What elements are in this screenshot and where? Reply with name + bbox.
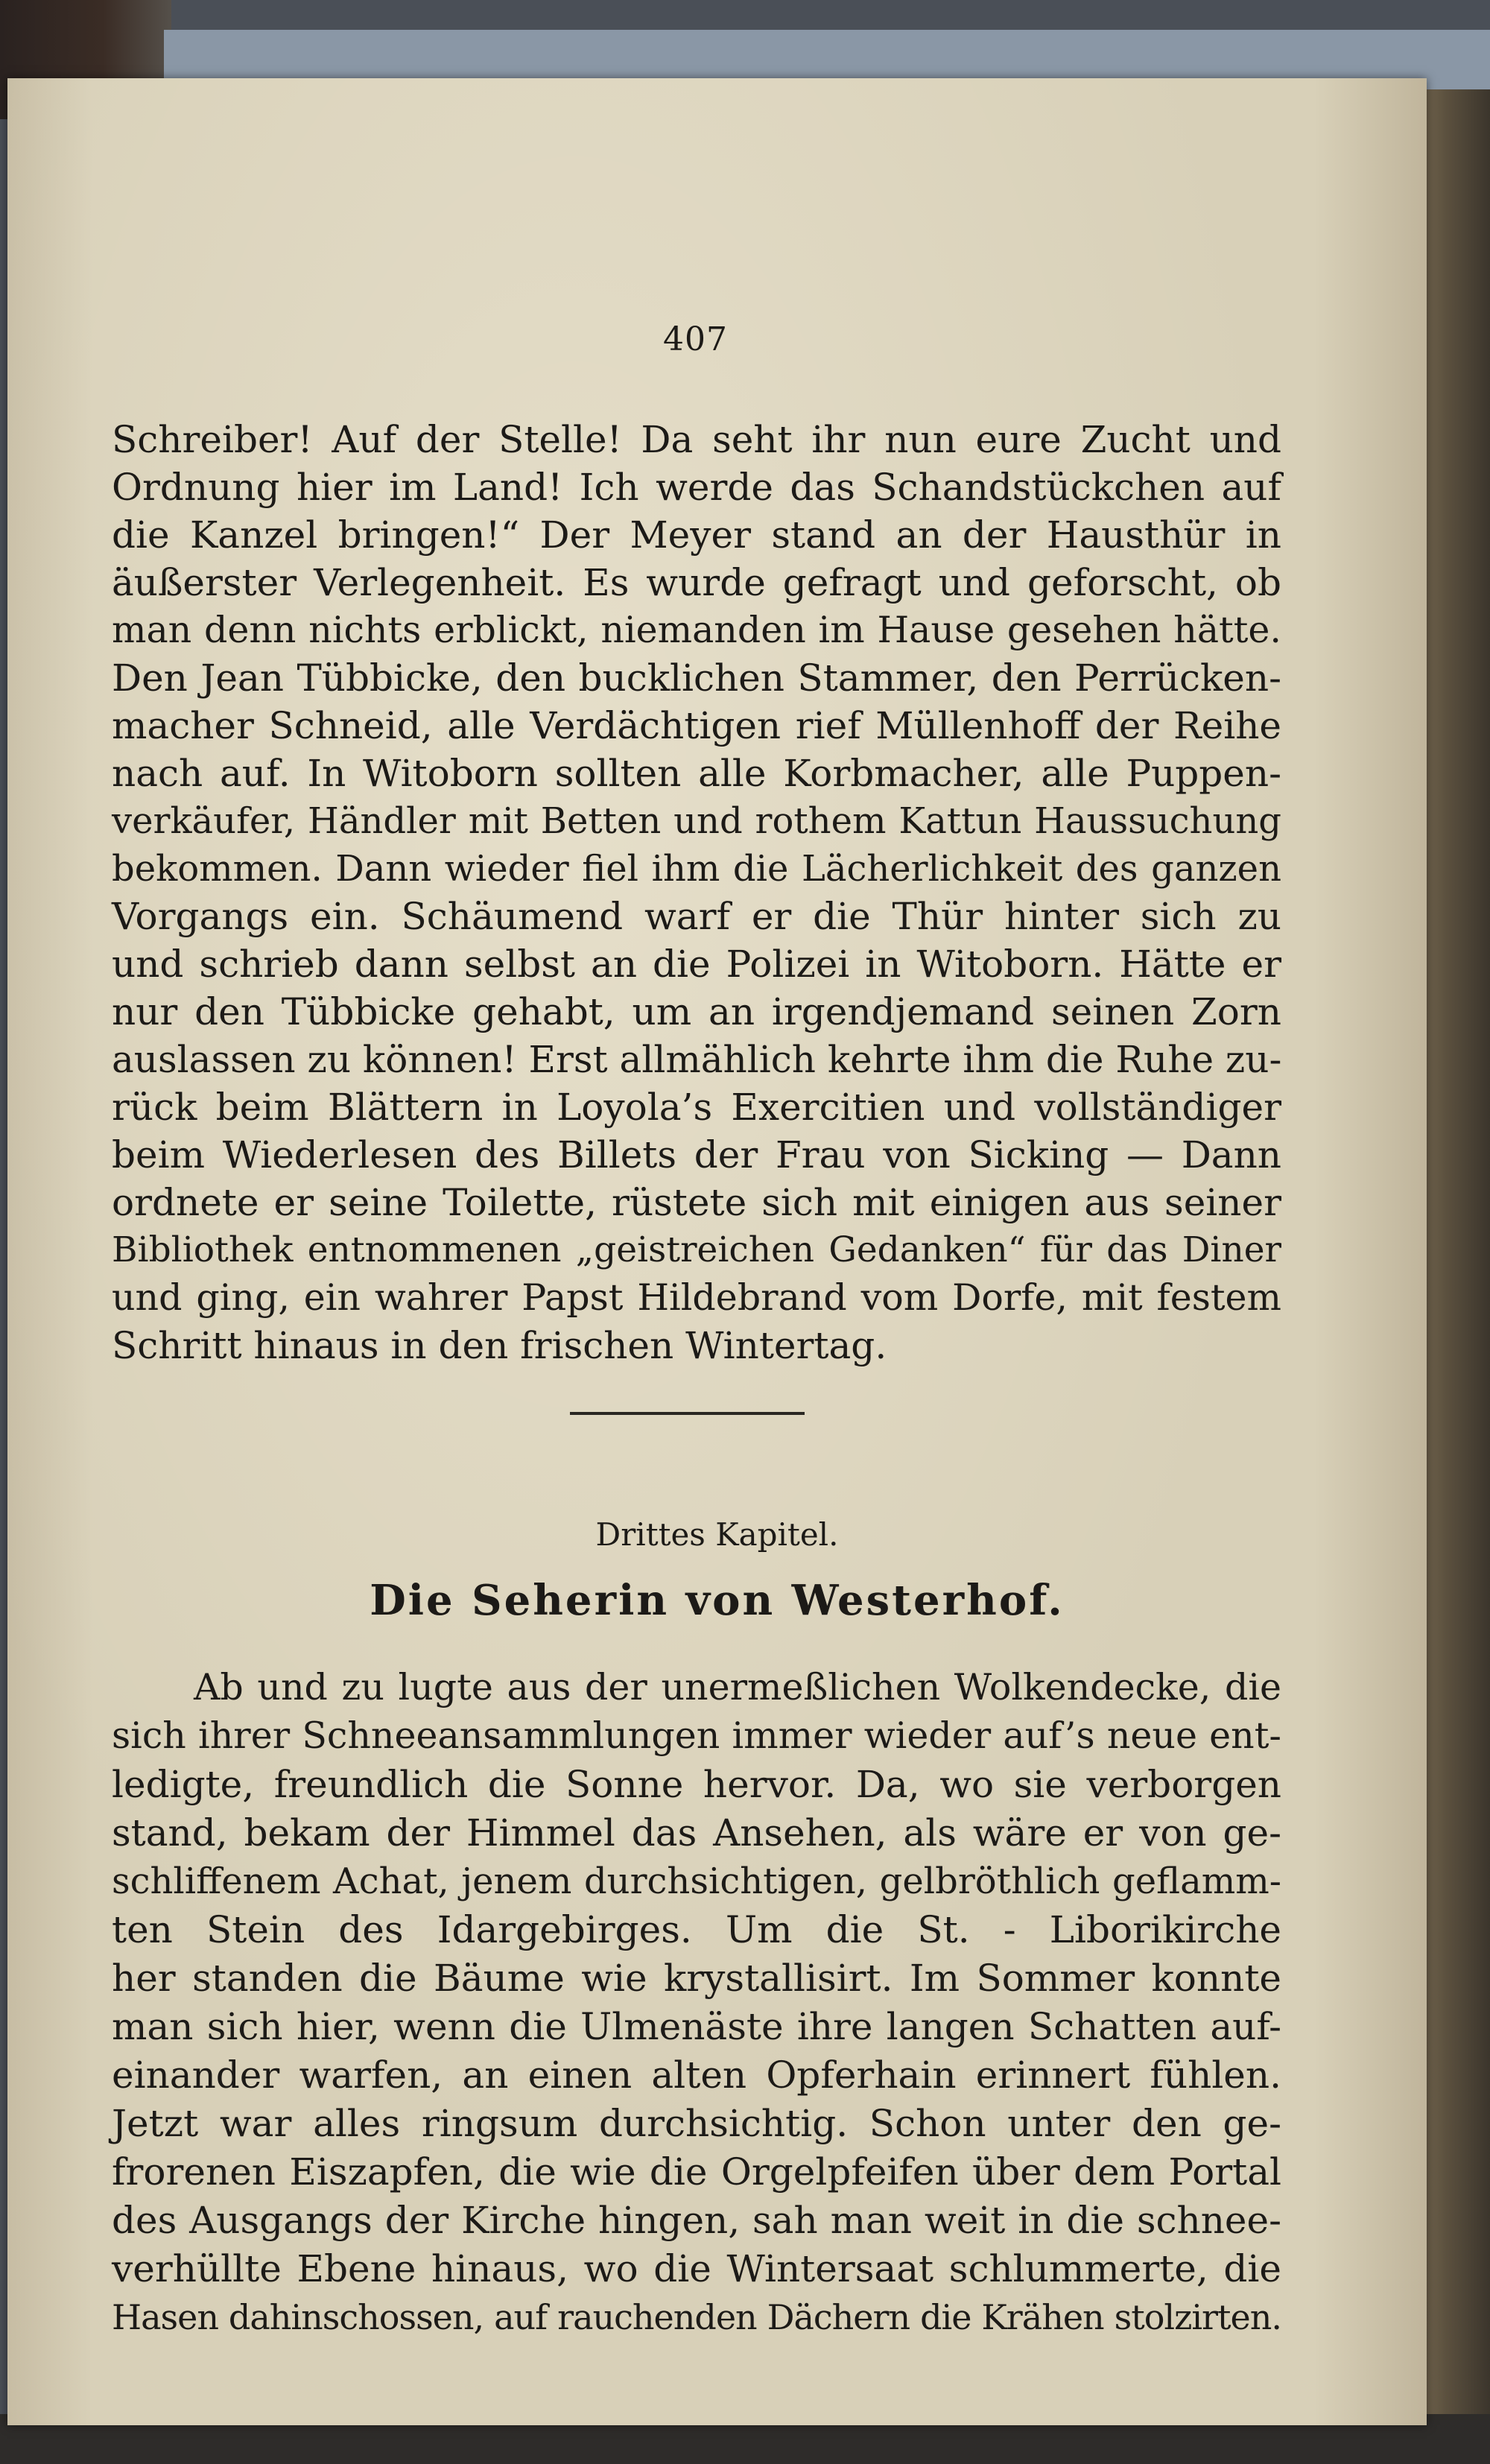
book-page	[7, 78, 1427, 2425]
text-line: Vorgangs ein. Schäumend warf er die Thür hinter sich zu	[112, 895, 1281, 938]
text-line: schliffenem Achat, jenem durchsichtigen, gelbröthlich geflamm-	[112, 1860, 1281, 1902]
text-line: auslassen zu können! Erst allmählich kehrte ihm die Ruhe zu-	[112, 1038, 1282, 1081]
text-line: Hasen dahinschossen, auf rauchenden Dächern die Krähen stolzirten.	[112, 2297, 1281, 2337]
text-line: Schritt hinaus in den frischen Wintertag.	[112, 1324, 887, 1367]
text-line: verkäufer, Händler mit Betten und rothem Kattun Haussuchung	[112, 800, 1281, 842]
text-line: ordnete er seine Toilette, rüstete sich mit einigen aus seiner	[112, 1181, 1281, 1224]
text-line: stand, bekam der Himmel das Ansehen, als wäre er von ge-	[112, 1811, 1281, 1855]
text-line: des Ausgangs der Kirche hingen, sah man weit in die schnee-	[112, 2199, 1281, 2242]
text-line: Den Jean Tübbicke, den bucklichen Stammer, den Perrücken-	[112, 656, 1281, 700]
text-line: man sich hier, wenn die Ulmenäste ihre langen Schatten auf-	[112, 2005, 1281, 2048]
text-line: nach auf. In Witoborn sollten alle Korbmacher, alle Puppen-	[112, 752, 1281, 795]
chapter-label: Drittes Kapitel.	[595, 1516, 839, 1553]
text-line: Ab und zu lugte aus der unermeßlichen Wolkendecke, die	[194, 1666, 1281, 1708]
text-line: Schreiber! Auf der Stelle! Da seht ihr nun eure Zucht und	[112, 418, 1281, 461]
text-line: man denn nichts erblickt, niemanden im Hause gesehen hätte.	[112, 609, 1281, 651]
text-line: bekommen. Dann wieder fiel ihm die Lächerlichkeit des ganzen	[112, 848, 1281, 890]
text-line: verhüllte Ebene hinaus, wo die Wintersaat schlummerte, die	[112, 2247, 1281, 2290]
section-divider	[570, 1412, 805, 1415]
text-line: sich ihrer Schneeansammlungen immer wieder auf’s neue ent-	[112, 1714, 1281, 1757]
text-line: und schrieb dann selbst an die Polizei in Witoborn. Hätte er	[112, 943, 1281, 986]
text-line: her standen die Bäume wie krystallisirt. Im Sommer konnte	[112, 1957, 1281, 2000]
text-line: rück beim Blättern in Loyola’s Exercitien und vollständiger	[112, 1086, 1281, 1129]
text-line: und ging, ein wahrer Papst Hildebrand vom Dorfe, mit festem	[112, 1276, 1281, 1319]
text-line: Ordnung hier im Land! Ich werde das Schandstückchen auf	[112, 466, 1281, 509]
text-line: äußerster Verlegenheit. Es wurde gefragt und geforscht, ob	[112, 561, 1281, 604]
text-line: ten Stein des Idargebirges. Um die St. - Liborikirche	[112, 1908, 1281, 1951]
page-stack-edge	[1416, 89, 1490, 2464]
text-line: Jetzt war alles ringsum durchsichtig. Schon unter den ge-	[112, 2102, 1281, 2145]
text-line: einander warfen, an einen alten Opferhain erinnert fühlen.	[112, 2053, 1281, 2097]
text-line: beim Wiederlesen des Billets der Frau von Sicking — Dann	[112, 1133, 1281, 1176]
text-line: ledigte, freundlich die Sonne hervor. Da, wo sie verborgen	[112, 1763, 1281, 1806]
text-line: nur den Tübbicke gehabt, um an irgendjemand seinen Zorn	[112, 990, 1281, 1033]
text-line: macher Schneid, alle Verdächtigen rief Müllenhoff der Reihe	[112, 704, 1281, 747]
page-number: 407	[663, 320, 728, 358]
text-line: die Kanzel bringen!“ Der Meyer stand an der Hausthür in	[112, 513, 1281, 557]
text-line: Bibliothek entnommenen „geistreichen Gedanken“ für das Diner	[112, 1229, 1281, 1270]
chapter-title: Die Seherin von Westerhof.	[370, 1576, 1065, 1625]
text-line: frorenen Eiszapfen, die wie die Orgelpfeifen über dem Portal	[112, 2150, 1281, 2194]
